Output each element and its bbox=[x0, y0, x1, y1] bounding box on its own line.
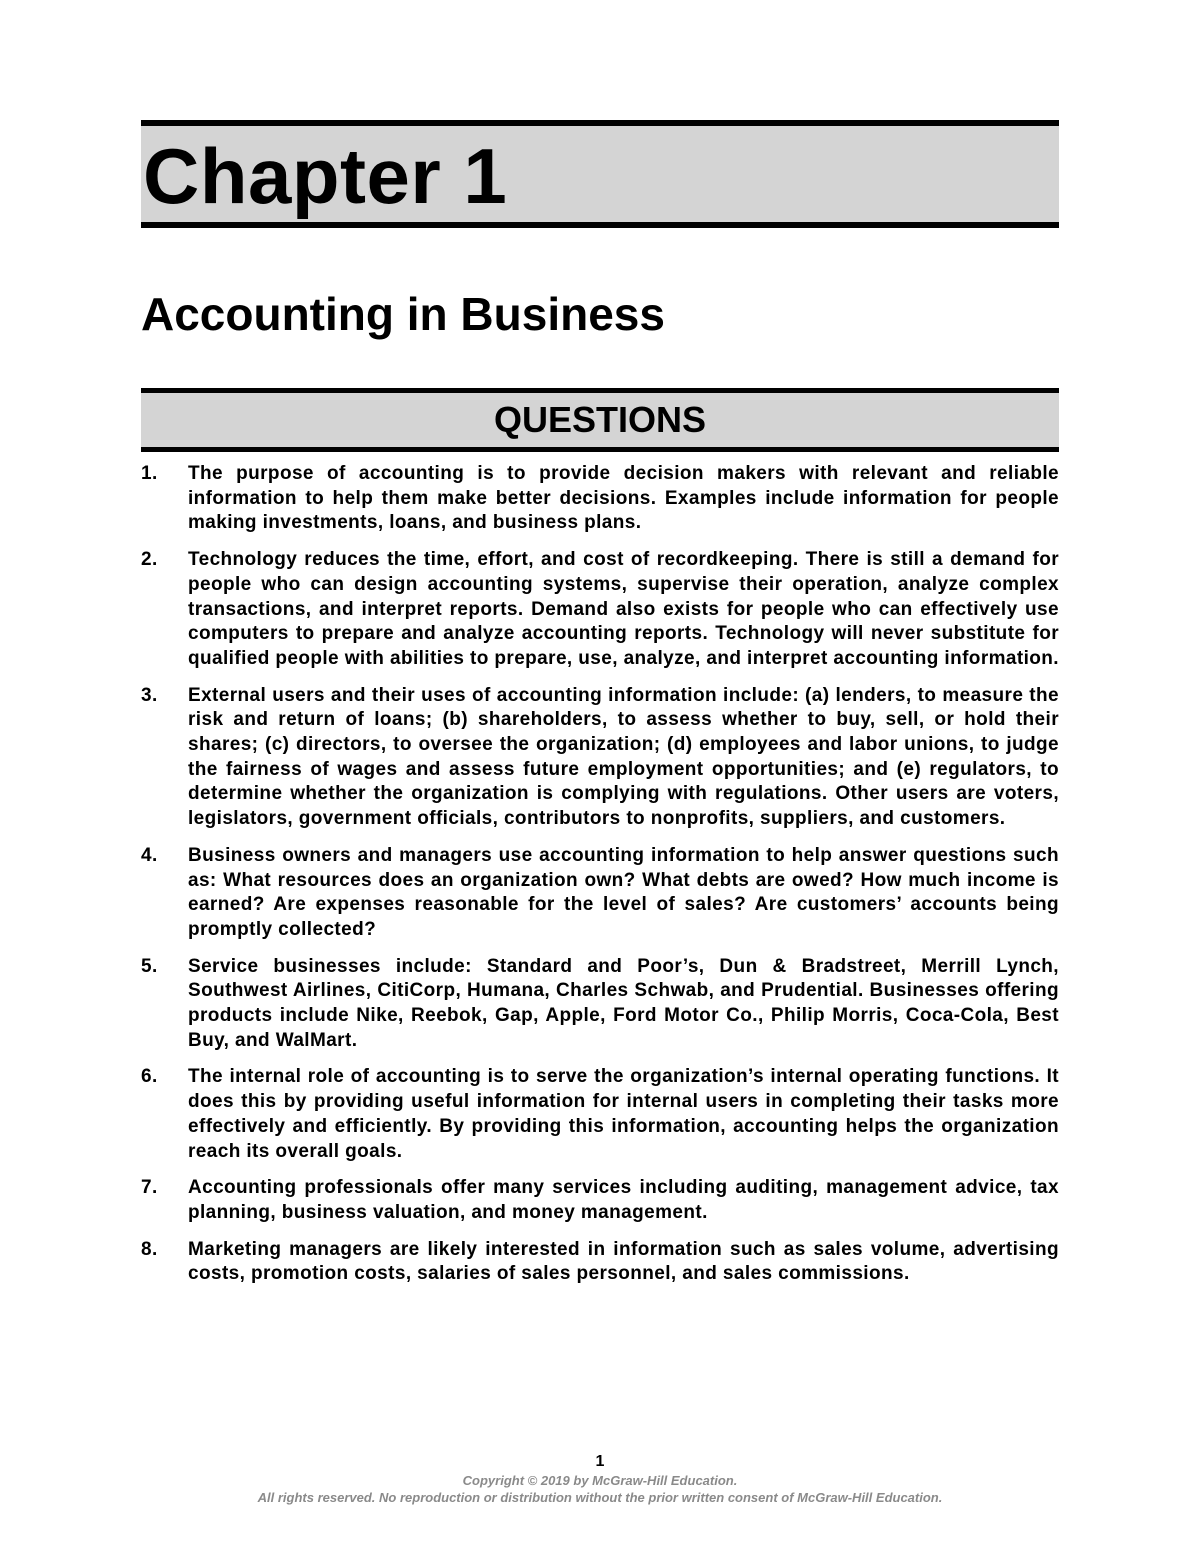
question-number: 5. bbox=[141, 955, 158, 977]
question-item bbox=[141, 1065, 1059, 1164]
question-item bbox=[141, 955, 1059, 1054]
question-item bbox=[141, 684, 1059, 832]
question-text: Accounting professionals offer many services including auditing, management advice, tax planning, business valuation, and money management. bbox=[188, 1177, 1059, 1223]
question-text: Technology reduces the time, effort, and cost of recordkeeping. There is still a demand for people who can design accounting systems, supervise their operation, analyze complex transactions, and interpret reports. Demand also exists for people who can effectively use computers to prepare and analyze accounting reports. Technology will never substitute for qualified people with abilities to prepare, use, analyze, and interpret accounting information. bbox=[188, 549, 1059, 669]
question-text: Marketing managers are likely interested in information such as sales volume, advertising costs, promotion costs, salaries of sales personnel, and sales commissions. bbox=[188, 1238, 1059, 1285]
question-item bbox=[141, 548, 1059, 672]
question-item bbox=[141, 844, 1059, 943]
question-item bbox=[141, 1176, 1059, 1225]
question-item bbox=[141, 1238, 1059, 1287]
question-text: The internal role of accounting is to serve the organization’s internal operating functions. It does this by providing useful information for internal users in completing their tasks more effectively and efficiently. By providing this information, accounting helps the organization reach its overall goals. bbox=[188, 1066, 1059, 1162]
section-title: QUESTIONS bbox=[493, 399, 707, 440]
question-number: 6. bbox=[141, 1066, 158, 1088]
question-text: Business owners and managers use accounting information to help answer questions such as: What resources does an organization own? What debts are owed? How much income is earned? Are expenses reasonable for the level of sales? Are customers’ accounts being promptly collected? bbox=[188, 844, 1059, 940]
questions-list bbox=[141, 462, 1059, 1299]
page-footer bbox=[0, 1452, 1200, 1506]
question-text: The purpose of accounting is to provide decision makers with relevant and reliable information to help them make better decisions. Examples include information for people making investments, loans, and business plans. bbox=[188, 463, 1059, 534]
rights-notice: All rights reserved. No reproduction or distribution without the prior written consent of McGraw-Hill Education. bbox=[257, 1490, 943, 1505]
question-number: 8. bbox=[141, 1238, 158, 1260]
question-text: External users and their uses of accounting information include: (a) lenders, to measure the risk and return of loans; (b) shareholders, to assess whether to buy, sell, or hold their shares; (c) directors, to oversee the organization; (d) employees and labor unions, to judge the fairness of wages and assess future employment opportunities; and (e) regulators, to determine whether the organization is complying with regulations. Other users are voters, legislators, government officials, contributors to nonprofits, suppliers, and customers. bbox=[188, 684, 1059, 830]
chapter-banner bbox=[141, 120, 1059, 228]
question-number: 3. bbox=[141, 684, 158, 706]
chapter-title: Chapter 1 bbox=[143, 132, 508, 220]
section-banner bbox=[141, 388, 1059, 452]
question-number: 1. bbox=[141, 463, 158, 484]
question-number: 4. bbox=[141, 844, 158, 866]
question-number: 2. bbox=[141, 549, 158, 571]
copyright-notice: Copyright © 2019 by McGraw-Hill Education. bbox=[462, 1473, 738, 1488]
question-number: 7. bbox=[141, 1177, 158, 1199]
question-text: Service businesses include: Standard and Poor’s, Dun & Bradstreet, Merrill Lynch, Southwest Airlines, CitiCorp, Humana, Charles Schwab, and Prudential. Businesses offering products include Nike, Reebok, Gap, Apple, Ford Motor Co., Philip Morris, Coca-Cola, Best Buy, and WalMart. bbox=[188, 955, 1059, 1051]
question-item bbox=[141, 462, 1059, 536]
chapter-subtitle: Accounting in Business bbox=[141, 288, 665, 340]
page-number: 1 bbox=[595, 1453, 605, 1470]
